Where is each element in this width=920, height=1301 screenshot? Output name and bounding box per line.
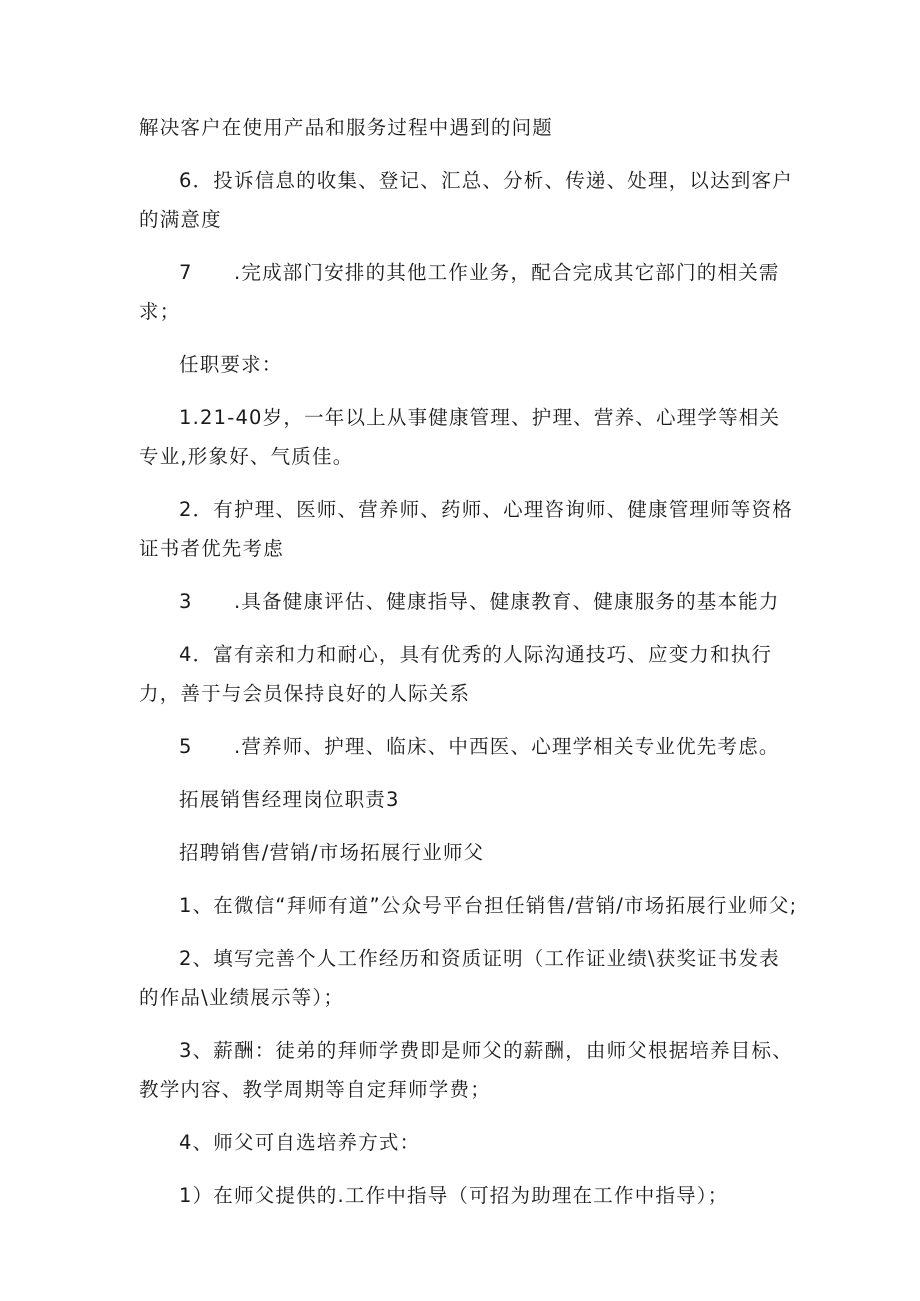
paragraph-training-method-1: 1）在师父提供的.工作中指导（可招为助理在工作中指导）； [179, 1184, 729, 1207]
paragraph-requirement-abilities: 3 .具备健康评估、健康指导、健康教育、健康服务的基本能力 [179, 590, 780, 613]
paragraph-customer-issues: 解决客户在使用产品和服务过程中遇到的问题 [139, 116, 554, 139]
paragraph-mentor-profile: 2、填写完善个人工作经历和资质证明（工作证业绩\获奖证书发表的作品\业绩展示等）； [139, 947, 780, 1009]
paragraph-requirement-age: 1.21-40岁，一年以上从事健康管理、护理、营养、心理学等相关专业,形象好、气质佳。 [139, 406, 781, 468]
paragraph-other-tasks: 7 .完成部门安排的其他工作业务，配合完成其它部门的相关需求； [139, 261, 780, 323]
heading-job-requirements: 任职要求： [179, 353, 283, 376]
paragraph-requirement-personality: 4．富有亲和力和耐心，具有优秀的人际沟通技巧、应变力和执行力，善于与会员保持良好的人际关系 [139, 643, 773, 705]
paragraph-complaint-handling: 6．投诉信息的收集、登记、汇总、分析、传递、处理，以达到客户的满意度 [139, 169, 793, 231]
document-body [139, 108, 799, 1229]
paragraph-mentor-wechat: 1、在微信“拜师有道”公众号平台担任销售/营销/市场拓展行业师父; [179, 894, 798, 917]
paragraph-recruit-mentor: 招聘销售/营销/市场拓展行业师父 [179, 841, 485, 864]
paragraph-requirement-certificates: 2．有护理、医师、营养师、药师、心理咨询师、健康管理师等资格证书者优先考虑 [139, 498, 793, 560]
paragraph-mentor-salary: 3、薪酬：徒弟的拜师学费即是师父的薪酬，由师父根据培养目标、教学内容、教学周期等自定拜师学费； [139, 1039, 793, 1101]
paragraph-requirement-majors: 5 .营养师、护理、临床、中西医、心理学相关专业优先考虑。 [179, 735, 780, 758]
heading-sales-manager-duties: 拓展销售经理岗位职责3 [179, 788, 400, 811]
paragraph-training-methods: 4、师父可自选培养方式： [179, 1131, 421, 1154]
